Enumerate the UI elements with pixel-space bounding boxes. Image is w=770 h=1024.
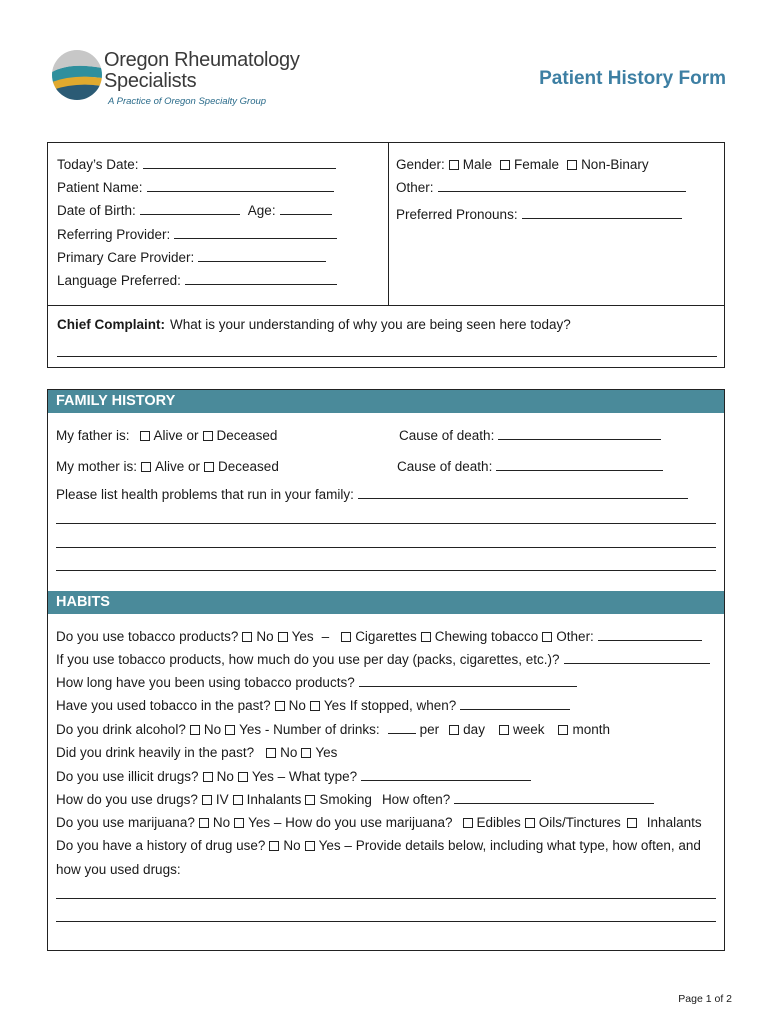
logo-tagline: A Practice of Oregon Specialty Group: [108, 96, 267, 107]
family-problems-line-4[interactable]: [56, 570, 716, 571]
demographics-box: [47, 142, 725, 368]
tobacco-other-field[interactable]: [598, 629, 702, 641]
language-field[interactable]: [185, 273, 337, 285]
father-cause-row: Cause of death:: [399, 428, 661, 443]
todays-date-field[interactable]: [143, 157, 336, 169]
history-box: [47, 389, 725, 951]
heavy-drinking-row: Did you drink heavily in the past? No Yes: [56, 745, 338, 760]
marijuana-yes-checkbox[interactable]: [234, 818, 244, 828]
pronouns-row: Preferred Pronouns:: [396, 207, 682, 222]
tobacco-yes-checkbox[interactable]: [278, 632, 288, 642]
mother-cause-row: Cause of death:: [397, 459, 663, 474]
dob-row: Date of Birth: Age:: [57, 203, 332, 218]
primary-row: Primary Care Provider:: [57, 250, 326, 265]
family-problems-field[interactable]: [358, 487, 688, 499]
smoking-checkbox[interactable]: [305, 795, 315, 805]
illicit-drugs-row: Do you use illicit drugs? No Yes – What type?: [56, 769, 531, 784]
mother-deceased-checkbox[interactable]: [204, 462, 214, 472]
other-row: Other:: [396, 180, 686, 195]
father-alive-checkbox[interactable]: [140, 431, 150, 441]
primary-field[interactable]: [198, 250, 326, 262]
logo-name: Oregon Rheumatology Specialists: [104, 49, 300, 92]
language-row: Language Preferred:: [57, 273, 337, 288]
per-month-checkbox[interactable]: [558, 725, 568, 735]
drug-frequency-field[interactable]: [454, 792, 654, 804]
marijuana-row: Do you use marijuana? No Yes – How do you use marijuana? Edibles Oils/Tinctures Inhalants: [56, 815, 702, 830]
illicit-yes-checkbox[interactable]: [238, 772, 248, 782]
tobacco-no-checkbox[interactable]: [242, 632, 252, 642]
family-problems-line-2[interactable]: [56, 523, 716, 524]
iv-checkbox[interactable]: [202, 795, 212, 805]
mother-row: My mother is: Alive or Deceased: [56, 459, 279, 474]
dob-field[interactable]: [140, 203, 240, 215]
inhalants-checkbox[interactable]: [233, 795, 243, 805]
chief-complaint-section: [48, 305, 724, 369]
todays-date-row: Today’s Date:: [57, 157, 336, 172]
tobacco-other-checkbox[interactable]: [542, 632, 552, 642]
mother-cause-field[interactable]: [496, 459, 663, 471]
drug-details-line-1[interactable]: [56, 898, 716, 899]
tobacco-past-yes-checkbox[interactable]: [310, 701, 320, 711]
drug-method-row: How do you use drugs? IV Inhalants Smoking How often?: [56, 792, 654, 807]
logo-mark-icon: [52, 50, 102, 100]
cigarettes-checkbox[interactable]: [341, 632, 351, 642]
marijuana-no-checkbox[interactable]: [199, 818, 209, 828]
gender-row: Gender: Male Female Non-Binary: [396, 157, 649, 172]
female-checkbox[interactable]: [500, 160, 510, 170]
drinks-number-field[interactable]: [388, 722, 416, 734]
drug-history-yes-checkbox[interactable]: [305, 841, 315, 851]
drug-details-line-2[interactable]: [56, 921, 716, 922]
age-field[interactable]: [280, 203, 332, 215]
per-day-checkbox[interactable]: [449, 725, 459, 735]
family-problems-row: Please list health problems that run in your family:: [56, 487, 688, 502]
father-cause-field[interactable]: [498, 428, 661, 440]
alcohol-yes-checkbox[interactable]: [225, 725, 235, 735]
illicit-no-checkbox[interactable]: [203, 772, 213, 782]
referring-field[interactable]: [174, 227, 337, 239]
patient-name-row: Patient Name:: [57, 180, 334, 195]
marijuana-inhalants-checkbox[interactable]: [627, 818, 637, 828]
chief-complaint-row: Chief Complaint: What is your understanding of why you are being seen here today?: [57, 317, 571, 332]
patient-name-field[interactable]: [147, 180, 334, 192]
drug-type-field[interactable]: [361, 769, 531, 781]
nonbinary-checkbox[interactable]: [567, 160, 577, 170]
other-gender-field[interactable]: [438, 180, 686, 192]
drug-history-no-checkbox[interactable]: [269, 841, 279, 851]
habits-heading: HABITS: [48, 591, 724, 614]
alcohol-no-checkbox[interactable]: [190, 725, 200, 735]
tobacco-row: Do you use tobacco products? No Yes – Cigarettes Chewing tobacco Other:: [56, 629, 702, 644]
tobacco-past-no-checkbox[interactable]: [275, 701, 285, 711]
pronouns-field[interactable]: [522, 207, 682, 219]
tobacco-amount-field[interactable]: [564, 652, 710, 664]
practice-logo: [52, 48, 312, 110]
tobacco-duration-field[interactable]: [359, 675, 577, 687]
chewing-checkbox[interactable]: [421, 632, 431, 642]
tobacco-stopped-field[interactable]: [460, 698, 570, 710]
edibles-checkbox[interactable]: [463, 818, 473, 828]
heavy-drinking-yes-checkbox[interactable]: [301, 748, 311, 758]
heavy-drinking-no-checkbox[interactable]: [266, 748, 276, 758]
male-checkbox[interactable]: [449, 160, 459, 170]
father-row: My father is: Alive or Deceased: [56, 428, 278, 443]
family-history-heading: FAMILY HISTORY: [48, 390, 724, 413]
referring-row: Referring Provider:: [57, 227, 337, 242]
father-deceased-checkbox[interactable]: [203, 431, 213, 441]
oils-checkbox[interactable]: [525, 818, 535, 828]
tobacco-duration-row: How long have you been using tobacco products?: [56, 675, 577, 690]
chief-complaint-field[interactable]: [57, 356, 717, 357]
family-problems-line-3[interactable]: [56, 547, 716, 548]
mother-alive-checkbox[interactable]: [141, 462, 151, 472]
drug-history-cont-row: how you used drugs:: [56, 862, 181, 877]
drug-history-row: Do you have a history of drug use? No Yes – Provide details below, including what type, how often, and: [56, 838, 701, 853]
per-week-checkbox[interactable]: [499, 725, 509, 735]
tobacco-past-row: Have you used tobacco in the past? No Yes If stopped, when?: [56, 698, 570, 713]
alcohol-row: Do you drink alcohol? No Yes - Number of drinks: per day week month: [56, 722, 610, 737]
tobacco-amount-row: If you use tobacco products, how much do you use per day (packs, cigarettes, etc.)?: [56, 652, 710, 667]
page-number: Page 1 of 2: [678, 993, 732, 1005]
form-title: Patient History Form: [539, 68, 726, 89]
